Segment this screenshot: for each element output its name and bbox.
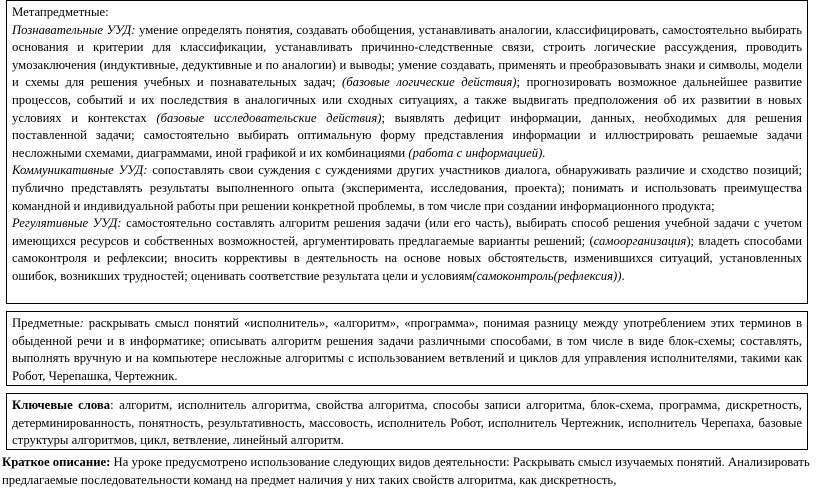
summary-text: На уроке предусмотрено использование следующих видов деятельности: Раскрывать смысл изучаемых понятий. Анализировать предлагаемые последовательности команд на предмет наличия у них таких свойств алгоритма, как дискретность, [2,455,810,487]
keywords-paragraph [12,397,802,450]
cognitive-text-1: умение определять понятия, создавать обобщения, устанавливать аналогии, классифицировать, самостоятельно выбирать основания и критерии для классификации, устанавливать причинно-следственные связи, строить логические рассуждения, проводить умозаключения (индуктивные, дедуктивные и по аналогии) и выводы; умение создавать, применять и преобразовывать знаки и символы, модели и схемы для решения учебных и познавательных задач; [12,22,802,90]
communicative-text: сопоставлять свои суждения с суждениями других участников диалога, обнаруживать различие и сходство позиций; публично представлять результаты выполненного опыта (эксперимента, исследования, проекта); понимать и использовать преимущества командной и индивидуальной работы при решении конкретной проблемы, в том числе при создании информационного продукта; [12,163,803,213]
metasubject-box [6,0,808,304]
cognitive-text-3: ; выявлять дефицит информации, данных, необходимых для решения поставленной задачи; самостоятельно выбирать оптимальную форму представления информации и иллюстрировать решаемые задачи несложными схемами, диаграммами, иной графикой и их комбинациями [12,110,802,160]
cognitive-italic-2: (базовые исследовательские действия) [156,110,382,125]
subject-box [6,311,808,386]
subject-label: Предметные [12,316,80,330]
keywords-label: Ключевые слова [12,398,111,412]
regulatory-paragraph [12,215,802,285]
communicative-paragraph [12,162,802,215]
cognitive-text-2: ; прогнозировать возможное дальнейшее развитие процессов, событий и их последствия в аналогичных или сходных ситуациях, а также выдвигать предположения об их развитии в новых условиях и контекстах [12,75,802,125]
regulatory-text-1: самостоятельно составлять алгоритм решения задачи (или его часть), выбирать способ решения учебной задачи с учетом имеющихся ресурсов и собственных возможностей, аргументировать предлагаемые варианты решений; ( [12,216,802,248]
communicative-label: Коммуникативные УУД: [12,163,148,178]
keywords-text: : алгоритм, исполнитель алгоритма, свойства алгоритма, способы записи алгоритма, блок-схема, программа, дискретность, детерминированность, понятность, результативность, массовость, исполнитель Робот, исполнитель Чертежник, исполнитель Черепаха, базовые структуры алгоритмов, цикл, ветвление, линейный алгоритм. [12,398,802,448]
cognitive-paragraph [12,22,802,163]
regulatory-italic-1: самоорганизация [593,233,687,248]
subject-paragraph [12,315,802,385]
regulatory-text-2: ); владеть способами самоконтроля и рефлексии; вносить коррективы в деятельность на основе новых обстоятельств, изменившихся ситуаций, установленных ошибок, возникших трудностей; оценивать соответствие результата цели и условиям [12,233,802,283]
keywords-box [6,393,808,450]
summary-label: Краткое описание: [2,455,111,469]
regulatory-text-3: . [621,268,625,283]
regulatory-italic-2: (самоконтроль(рефлексия)) [472,268,622,283]
subject-label-colon: : [79,316,84,330]
cognitive-italic-1: (базовые логические действия) [342,75,517,90]
metasubject-heading: Метапредметные: [12,5,109,19]
regulatory-label: Регулятивные УУД: [12,216,122,231]
cognitive-italic-3: (работа с информацией). [408,145,546,160]
cognitive-label: Познавательные УУД: [12,22,136,37]
subject-text: раскрывать смысл понятий «исполнитель», «алгоритм», «программа», понимая разницу между употреблением этих терминов в обыденной речи и в информатике; описывать алгоритм решения задачи различными способами, в том числе в виде блок-схемы; составлять, выполнять вручную и на компьютере несложные алгоритмы с использованием ветвлений и циклов для управления исполнителями, такими как Робот, Черепашка, Чертежник. [12,316,802,383]
